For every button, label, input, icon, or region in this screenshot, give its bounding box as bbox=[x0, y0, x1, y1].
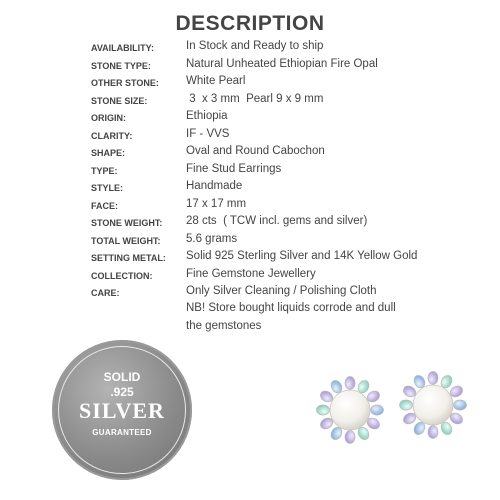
right-earring bbox=[400, 372, 467, 439]
spec-value: White Pearl bbox=[186, 75, 246, 87]
spec-label: AVAILABILITY: bbox=[91, 43, 154, 53]
spec-value: 5.6 grams bbox=[186, 232, 238, 245]
opal-stone bbox=[371, 405, 384, 415]
spec-row-stone-size bbox=[91, 93, 491, 111]
earrings-image bbox=[305, 365, 475, 455]
spec-value: 3 x 3 mm Pearl 9 x 9 mm bbox=[186, 92, 324, 105]
spec-label: STONE TYPE: bbox=[91, 60, 151, 71]
spec-label: COLLECTION: bbox=[91, 270, 153, 281]
opal-stone bbox=[428, 426, 438, 439]
spec-label: STONE WEIGHT: bbox=[91, 218, 163, 228]
opal-stone bbox=[400, 400, 413, 410]
spec-row-type bbox=[91, 163, 491, 181]
spec-row-collection bbox=[91, 268, 491, 286]
spec-row-face bbox=[91, 198, 491, 216]
spec-value: Fine Gemstone Jewellery bbox=[186, 267, 316, 280]
spec-row-other-stone bbox=[91, 75, 491, 93]
spec-value: Natural Unheated Ethiopian Fire Opal bbox=[186, 57, 378, 70]
spec-value: 17 x 17 mm bbox=[186, 197, 247, 210]
spec-value: In Stock and Ready to ship bbox=[186, 40, 324, 52]
spec-value: Oval and Round Cabochon bbox=[186, 145, 325, 157]
spec-label: TOTAL WEIGHT: bbox=[91, 235, 161, 246]
spec-label: STYLE: bbox=[91, 183, 124, 193]
spec-label: SHAPE: bbox=[91, 148, 126, 158]
badge-925-text: .925 bbox=[110, 385, 134, 399]
spec-row-origin bbox=[91, 110, 491, 128]
spec-label: OTHER STONE: bbox=[91, 78, 159, 88]
spec-label: STONE SIZE: bbox=[91, 95, 148, 106]
opal-stone bbox=[428, 372, 438, 385]
badge-silver-text: SILVER bbox=[79, 398, 165, 423]
left-earring bbox=[317, 377, 384, 444]
opal-stone bbox=[317, 405, 330, 415]
spec-row-care bbox=[91, 285, 491, 303]
spec-list bbox=[91, 40, 491, 303]
care-note-line-2: the gemstones bbox=[186, 320, 262, 332]
badge-solid-text: SOLID bbox=[103, 370, 141, 384]
spec-row-total-weight bbox=[91, 233, 491, 251]
spec-label: TYPE: bbox=[91, 165, 118, 176]
spec-row-availability bbox=[91, 40, 491, 58]
spec-value: 28 cts ( TCW incl. gems and silver) bbox=[186, 215, 368, 227]
spec-value: Solid 925 Sterling Silver and 14K Yellow Gold bbox=[186, 250, 418, 262]
spec-row-shape bbox=[91, 145, 491, 163]
spec-value: IF - VVS bbox=[186, 127, 230, 140]
spec-value: Handmade bbox=[186, 180, 243, 192]
spec-value: Ethiopia bbox=[186, 110, 228, 122]
spec-label: ORIGIN: bbox=[91, 113, 126, 123]
spec-value: Only Silver Cleaning / Polishing Cloth bbox=[186, 285, 377, 297]
spec-row-clarity bbox=[91, 128, 491, 146]
spec-label: CLARITY: bbox=[91, 130, 133, 141]
spec-row-style bbox=[91, 180, 491, 198]
spec-row-stone-weight bbox=[91, 215, 491, 233]
care-note-line-1: NB! Store bought liquids corrode and dull bbox=[186, 302, 396, 314]
spec-row-stone-type bbox=[91, 58, 491, 76]
opal-stone bbox=[345, 431, 355, 444]
spec-row-setting-metal bbox=[91, 250, 491, 268]
page-title: DESCRIPTION bbox=[175, 12, 325, 35]
spec-label: SETTING METAL: bbox=[91, 253, 166, 263]
spec-label: FACE: bbox=[91, 200, 118, 211]
spec-value: Fine Stud Earrings bbox=[186, 162, 282, 175]
opal-stone bbox=[454, 400, 467, 410]
badge-guaranteed-text: GUARANTEED bbox=[92, 428, 152, 437]
spec-label: CARE: bbox=[91, 288, 120, 298]
opal-stone bbox=[345, 377, 355, 390]
solid-silver-badge bbox=[52, 340, 192, 480]
